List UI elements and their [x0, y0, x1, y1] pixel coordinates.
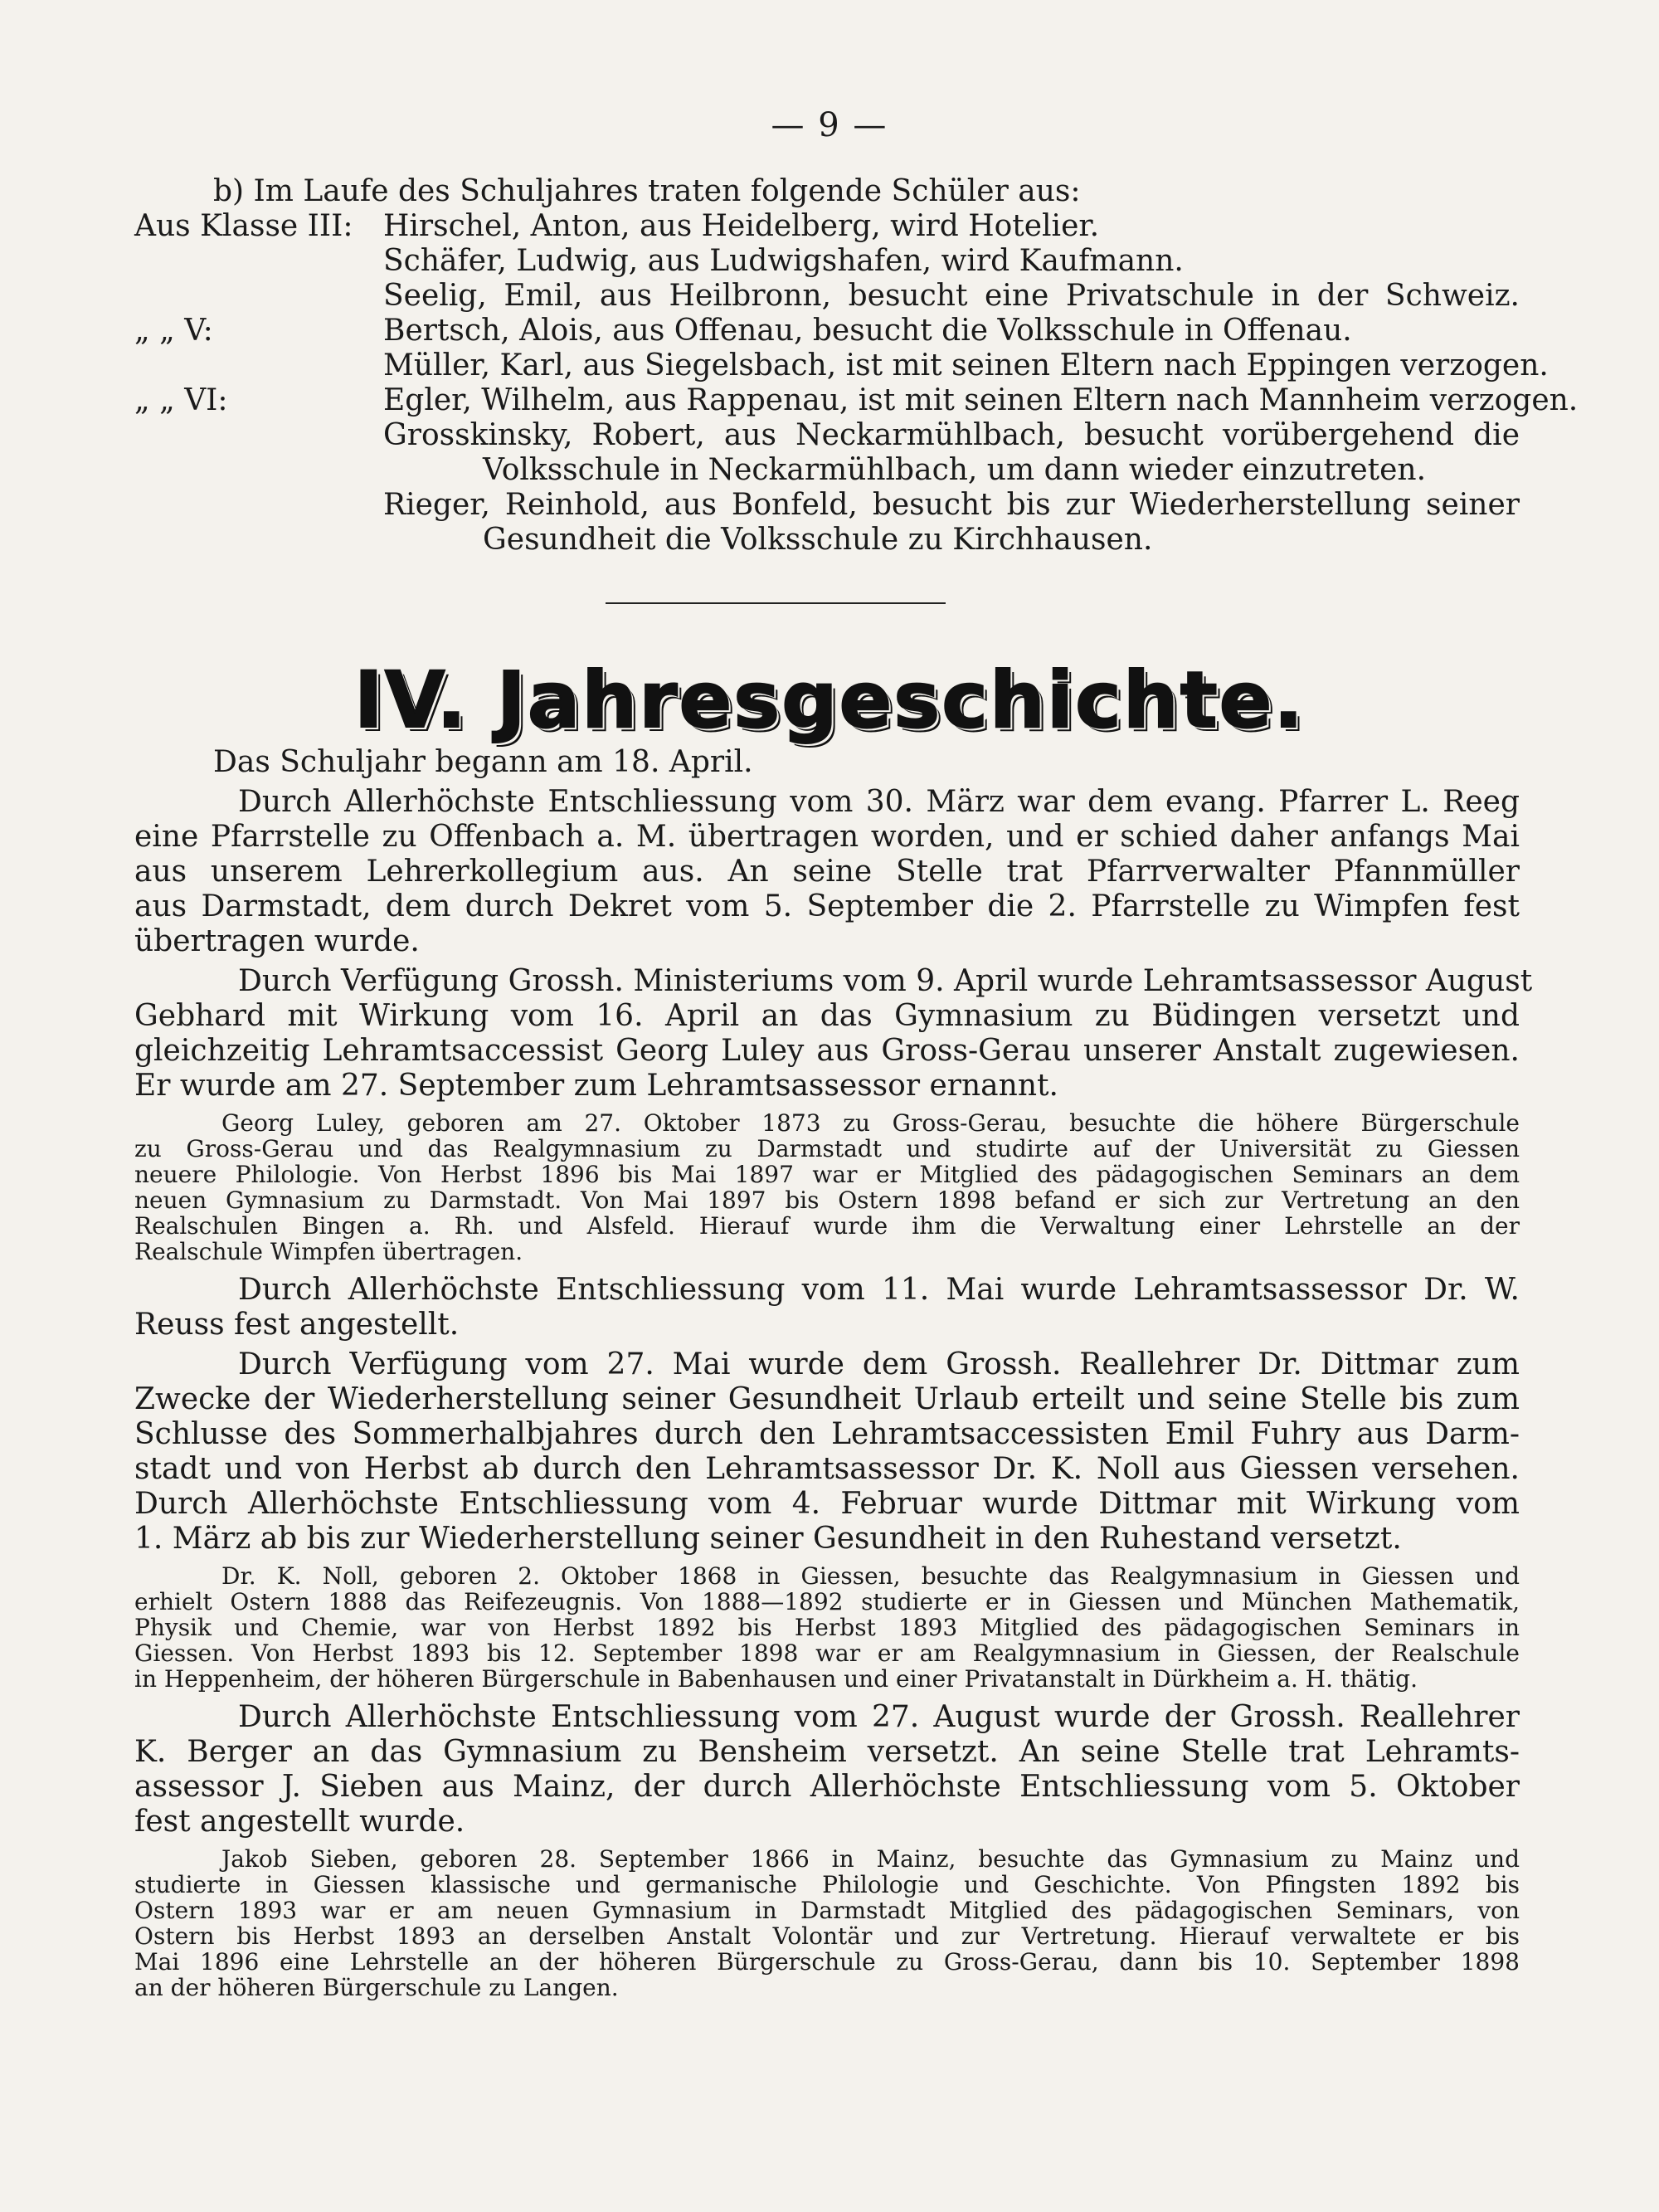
section-divider [606, 602, 946, 604]
text-line: Schlusse des Sommerhalbjahres durch den Lehramtsaccessisten Emil Fuhry aus Darm- [134, 1417, 1520, 1451]
leaver-entry [134, 418, 1520, 453]
text-line: Durch Allerhöchste Entschliessung vom 4. Februar wurde Dittmar mit Wirkung vom [134, 1487, 1520, 1521]
leaver-text: Grosskinsky, Robert, aus Neckarmühlbach, besucht vorübergehend die [383, 418, 1520, 452]
leavers-section [134, 174, 1579, 558]
text-line: Ostern bis Herbst 1893 an derselben Anstalt Volontär und zur Vertretung. Hierauf verwaltete er bis [134, 1922, 1520, 1950]
text-line: an der höheren Bürgerschule zu Langen. [134, 1974, 619, 2001]
text-line: Georg Luley, geboren am 27. Oktober 1873 zu Gross-Gerau, besuchte die höhere Bürgerschule [221, 1109, 1520, 1137]
leaver-entry [134, 314, 1520, 348]
text-line: Mai 1896 eine Lehrstelle an der höheren Bürgerschule zu Gross-Gerau, dann bis 10. September 1898 [134, 1948, 1520, 1976]
text-line: 1. März ab bis zur Wiederherstellung seiner Gesundheit in den Ruhestand versetzt. [134, 1522, 1402, 1556]
paragraph [134, 964, 1533, 1104]
class-label: Aus Klasse III: [134, 209, 353, 243]
text-line: eine Pfarrstelle zu Offenbach a. M. übertragen worden, und er schied daher anfangs Mai [134, 820, 1520, 854]
text-line: in Heppenheim, der höheren Bürgerschule in Babenhausen und einer Privatanstalt in Dürkheim a. H. thätig. [134, 1665, 1418, 1693]
leaver-text: Schäfer, Ludwig, aus Ludwigshafen, wird Kaufmann. [383, 244, 1184, 278]
leavers-intro: b) Im Laufe des Schuljahres traten folgende Schüler aus: [213, 174, 1081, 208]
paragraph [134, 1700, 1520, 1839]
leaver-text: Rieger, Reinhold, aus Bonfeld, besucht bis zur Wiederherstellung seiner [383, 488, 1520, 522]
class-label [134, 348, 383, 383]
paragraph [134, 1273, 1520, 1342]
leaver-text: Bertsch, Alois, aus Offenau, besucht die Volksschule in Offenau. [383, 314, 1352, 348]
text-line: Durch Allerhöchste Entschliessung vom 27. August wurde der Grossh. Reallehrer [238, 1700, 1520, 1734]
leaver-text: Seelig, Emil, aus Heilbronn, besucht eine Privatschule in der Schweiz. [383, 279, 1520, 313]
text-line: Realschulen Bingen a. Rh. und Alsfeld. Hierauf wurde ihm die Verwaltung einer Lehrstelle an der [134, 1212, 1520, 1240]
class-label: „ „ VI: [134, 383, 228, 417]
text-line: Durch Allerhöchste Entschliessung vom 30. März war dem evang. Pfarrer L. Reeg [238, 785, 1520, 819]
text-line: Durch Allerhöchste Entschliessung vom 11. Mai wurde Lehramtsassessor Dr. W. [238, 1273, 1520, 1307]
text-line: neuen Gymnasium zu Darmstadt. Von Mai 1897 bis Ostern 1898 befand er sich zur Vertretung an den [134, 1186, 1520, 1214]
paragraph [134, 745, 1520, 780]
text-line: zu Gross-Gerau und das Realgymnasium zu Darmstadt und studirte auf der Universität zu Giessen [134, 1135, 1520, 1162]
footnote [134, 1846, 1520, 2000]
text-line: neuere Philologie. Von Herbst 1896 bis Mai 1897 war er Mitglied des pädagogischen Seminars an dem [134, 1161, 1520, 1188]
text-line: erhielt Ostern 1888 das Reifezeugnis. Von 1888—1892 studierte er in Giessen und München Mathematik, [134, 1588, 1520, 1615]
text-line: fest angestellt wurde. [134, 1805, 465, 1839]
class-label [134, 279, 383, 314]
leaver-entry [134, 244, 1520, 279]
class-label: „ „ V: [134, 314, 213, 348]
class-label [134, 418, 383, 453]
text-line: gleichzeitig Lehramtsaccessist Georg Luley aus Gross-Gerau unserer Anstalt zugewiesen. [134, 1034, 1520, 1068]
text-line: stadt und von Herbst ab durch den Lehramtsassessor Dr. K. Noll aus Giessen versehen. [134, 1452, 1520, 1486]
leaver-entry [134, 279, 1520, 314]
text-line: Das Schuljahr begann am 18. April. [213, 745, 753, 779]
text-line: Reuss fest angestellt. [134, 1308, 460, 1342]
leaver-entry [134, 209, 1520, 244]
leaver-entry [134, 453, 1520, 488]
section-heading: IV. Jahresgeschichte. [353, 655, 1306, 746]
text-line: Giessen. Von Herbst 1893 bis 12. September 1898 war er am Realgymnasium in Giessen, der Realschule [134, 1640, 1520, 1667]
text-line: Realschule Wimpfen übertragen. [134, 1238, 523, 1265]
footnote [134, 1110, 1520, 1264]
paragraph [134, 785, 1520, 959]
class-label [134, 523, 483, 558]
text-line: Er wurde am 27. September zum Lehramtsassessor ernannt. [134, 1069, 1058, 1103]
leaver-text: Hirschel, Anton, aus Heidelberg, wird Hotelier. [383, 209, 1100, 243]
text-line: Zwecke der Wiederherstellung seiner Gesundheit Urlaub erteilt und seine Stelle bis zum [134, 1382, 1520, 1416]
text-line: K. Berger an das Gymnasium zu Bensheim versetzt. An seine Stelle trat Lehramts- [134, 1735, 1520, 1769]
text-line: aus Darmstadt, dem durch Dekret vom 5. September die 2. Pfarrstelle zu Wimpfen fest [134, 889, 1520, 923]
text-line: Gebhard mit Wirkung vom 16. April an das Gymnasium zu Büdingen versetzt und [134, 999, 1520, 1033]
class-label [134, 453, 483, 488]
paragraph [134, 1347, 1520, 1557]
text-line: Durch Verfügung vom 27. Mai wurde dem Grossh. Reallehrer Dr. Dittmar zum [238, 1347, 1520, 1381]
leaver-entry [134, 348, 1549, 383]
leaver-text: Gesundheit die Volksschule zu Kirchhausen. [483, 523, 1153, 557]
leaver-text: Egler, Wilhelm, aus Rappenau, ist mit seinen Eltern nach Mannheim verzogen. [383, 383, 1579, 417]
chronicle-body [134, 745, 1533, 2009]
text-line: studierte in Giessen klassische und germanische Philologie und Geschichte. Von Pfingsten 1892 bis [134, 1871, 1520, 1898]
text-line: Jakob Sieben, geboren 28. September 1866 in Mainz, besuchte das Gymnasium zu Mainz und [221, 1845, 1520, 1873]
text-line: Durch Verfügung Grossh. Ministeriums vom 9. April wurde Lehramtsassessor August [238, 964, 1533, 998]
text-line: Physik und Chemie, war von Herbst 1892 bis Herbst 1893 Mitglied des pädagogischen Seminars in [134, 1614, 1520, 1641]
leaver-text: Müller, Karl, aus Siegelsbach, ist mit seinen Eltern nach Eppingen verzogen. [383, 348, 1549, 382]
text-line: Dr. K. Noll, geboren 2. Oktober 1868 in Giessen, besuchte das Realgymnasium in Giessen und [221, 1562, 1520, 1590]
footnote [134, 1563, 1520, 1692]
text-line: aus unserem Lehrerkollegium aus. An seine Stelle trat Pfarrverwalter Pfannmüller [134, 855, 1520, 889]
leaver-entry [134, 488, 1520, 523]
page-number: — 9 — [771, 106, 888, 144]
class-label [134, 488, 383, 523]
class-label [134, 244, 383, 279]
leaver-entry [134, 523, 1520, 558]
text-line: übertragen wurde. [134, 924, 420, 958]
text-line: Ostern 1893 war er am neuen Gymnasium in Darmstadt Mitglied des pädagogischen Seminars, von [134, 1897, 1520, 1924]
leaver-entry [134, 383, 1579, 418]
leaver-text: Volksschule in Neckarmühlbach, um dann wieder einzutreten. [483, 453, 1427, 487]
text-line: assessor J. Sieben aus Mainz, der durch Allerhöchste Entschliessung vom 5. Oktober [134, 1770, 1520, 1804]
